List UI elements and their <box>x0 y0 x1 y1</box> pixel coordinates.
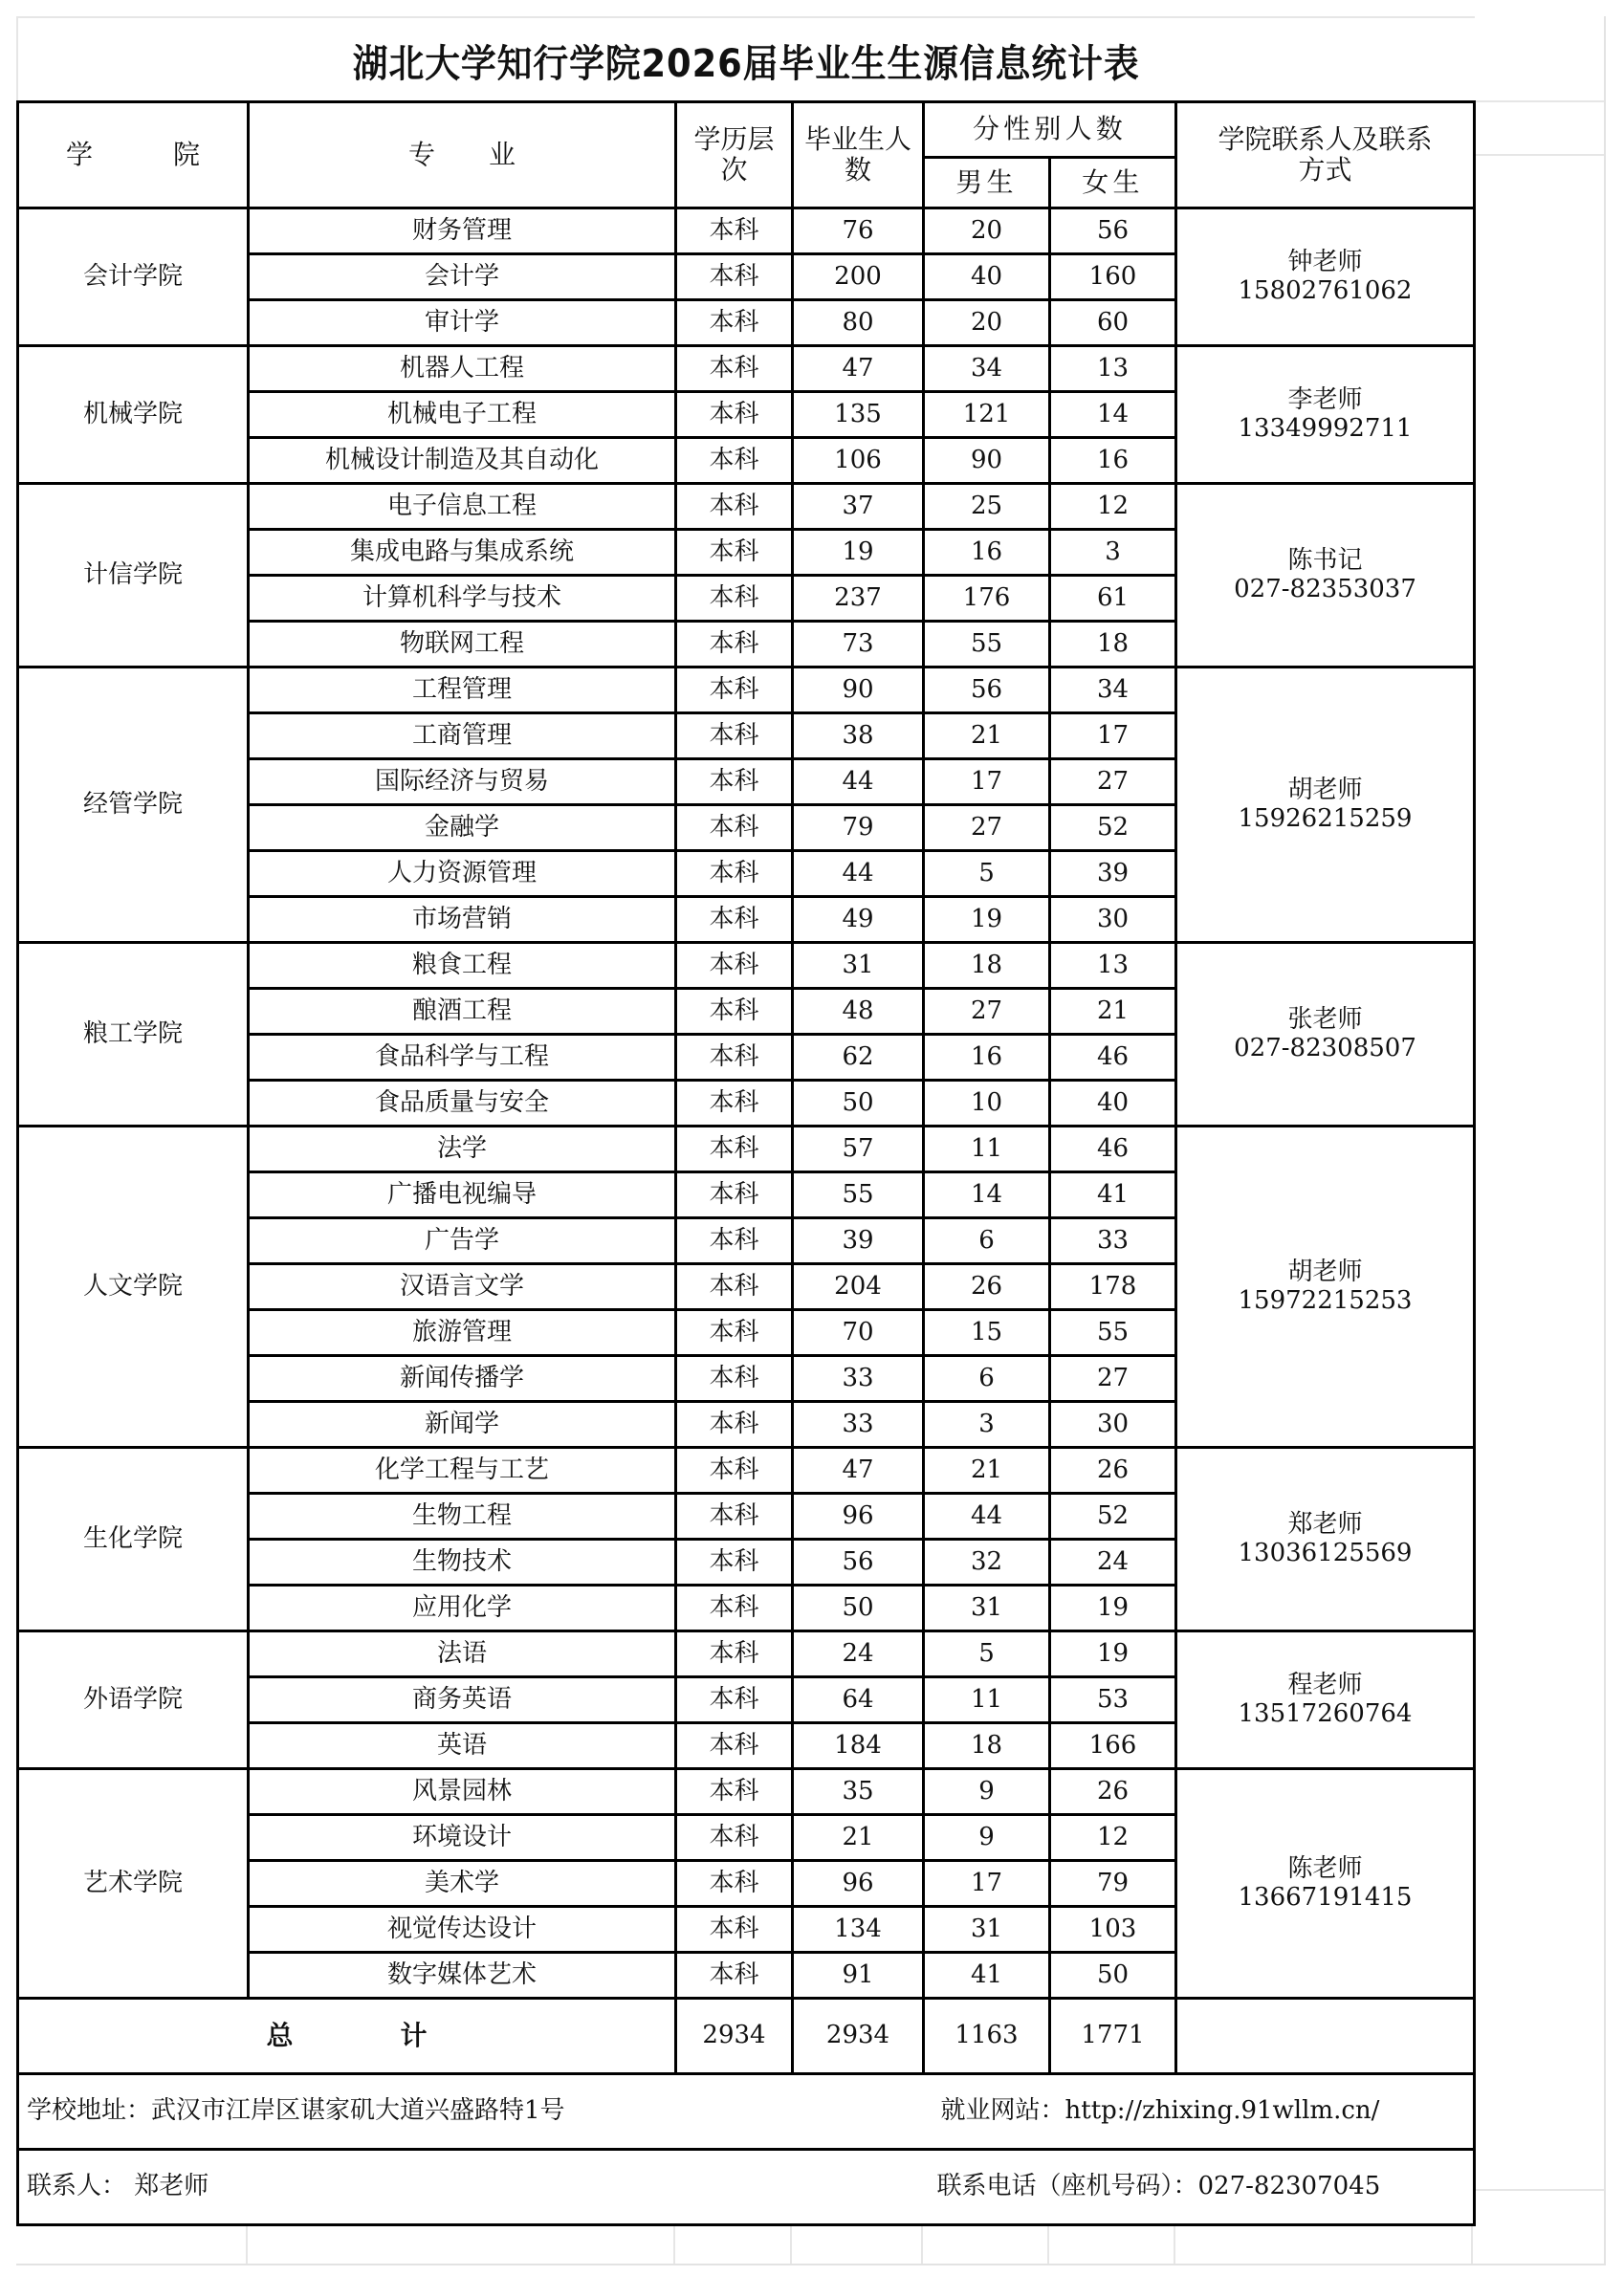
male-cell[interactable]: 3 <box>924 1402 1050 1448</box>
level-cell[interactable]: 本科 <box>676 392 793 438</box>
major-cell[interactable]: 旅游管理 <box>249 1310 676 1356</box>
college-contact-cell[interactable] <box>1176 346 1475 484</box>
female-cell[interactable]: 12 <box>1050 1815 1176 1861</box>
major-cell[interactable]: 食品质量与安全 <box>249 1081 676 1127</box>
page-title: 湖北大学知行学院2026届毕业生生源信息统计表 <box>353 41 1140 86</box>
male-cell[interactable]: 20 <box>924 300 1050 346</box>
college-contact-cell[interactable] <box>1176 484 1475 667</box>
graduates-cell[interactable]: 64 <box>793 1677 924 1723</box>
contact-person[interactable]: 联系人： 郑老师 <box>18 2150 924 2225</box>
level-cell[interactable]: 本科 <box>676 1035 793 1081</box>
male-cell[interactable]: 18 <box>924 943 1050 989</box>
major-cell[interactable]: 粮食工程 <box>249 943 676 989</box>
male-cell[interactable]: 20 <box>924 208 1050 254</box>
major-cell[interactable]: 应用化学 <box>249 1586 676 1631</box>
table-row <box>18 484 1475 530</box>
major-cell[interactable]: 商务英语 <box>249 1677 676 1723</box>
female-cell[interactable]: 17 <box>1050 713 1176 759</box>
graduates-cell[interactable]: 21 <box>793 1815 924 1861</box>
college-name-cell[interactable]: 艺术学院 <box>18 1769 249 1999</box>
header-gender-group[interactable]: 分性别人数 <box>924 102 1176 158</box>
male-cell[interactable]: 56 <box>924 667 1050 713</box>
male-cell[interactable]: 31 <box>924 1907 1050 1953</box>
major-cell[interactable]: 生物技术 <box>249 1540 676 1586</box>
graduates-cell[interactable]: 134 <box>793 1907 924 1953</box>
male-cell[interactable]: 31 <box>924 1586 1050 1631</box>
level-cell[interactable]: 本科 <box>676 530 793 576</box>
major-cell[interactable]: 广播电视编导 <box>249 1172 676 1218</box>
graduates-cell[interactable]: 50 <box>793 1586 924 1631</box>
graduates-cell[interactable]: 33 <box>793 1402 924 1448</box>
graduates-cell[interactable]: 73 <box>793 622 924 667</box>
table-row <box>18 1769 1475 1815</box>
male-cell[interactable]: 5 <box>924 1631 1050 1677</box>
college-name-cell[interactable]: 机械学院 <box>18 346 249 484</box>
major-cell[interactable]: 机械设计制造及其自动化 <box>249 438 676 484</box>
female-cell[interactable]: 27 <box>1050 759 1176 805</box>
college-contact-cell[interactable] <box>1176 1448 1475 1631</box>
major-cell[interactable]: 广告学 <box>249 1218 676 1264</box>
gridline-horizontal <box>1471 100 1604 102</box>
contact-phone: 13667191415 <box>1238 1882 1413 1912</box>
female-cell[interactable]: 60 <box>1050 300 1176 346</box>
male-cell[interactable]: 21 <box>924 713 1050 759</box>
male-cell[interactable]: 55 <box>924 622 1050 667</box>
female-cell[interactable]: 56 <box>1050 208 1176 254</box>
college-contact-cell[interactable] <box>1176 667 1475 943</box>
graduates-cell[interactable]: 44 <box>793 851 924 897</box>
graduates-cell[interactable]: 39 <box>793 1218 924 1264</box>
graduates-cell[interactable]: 31 <box>793 943 924 989</box>
header-female[interactable]: 女生 <box>1050 157 1176 208</box>
level-cell[interactable]: 本科 <box>676 1081 793 1127</box>
male-cell[interactable]: 16 <box>924 530 1050 576</box>
contact-name: 李老师 <box>1287 384 1363 414</box>
college-name-cell[interactable]: 人文学院 <box>18 1127 249 1448</box>
graduates-cell[interactable]: 96 <box>793 1861 924 1907</box>
level-cell[interactable]: 本科 <box>676 1723 793 1769</box>
graduates-cell[interactable]: 184 <box>793 1723 924 1769</box>
major-cell[interactable]: 工商管理 <box>249 713 676 759</box>
female-cell[interactable]: 55 <box>1050 1310 1176 1356</box>
contact-name: 胡老师 <box>1287 1257 1363 1286</box>
level-cell[interactable]: 本科 <box>676 1310 793 1356</box>
major-cell[interactable]: 审计学 <box>249 300 676 346</box>
contact-phone: 13349992711 <box>1238 413 1413 443</box>
totals-female[interactable]: 1771 <box>1050 1999 1176 2074</box>
graduates-cell[interactable]: 49 <box>793 897 924 943</box>
major-cell[interactable]: 机械电子工程 <box>249 392 676 438</box>
male-cell[interactable]: 6 <box>924 1356 1050 1402</box>
graduates-cell[interactable]: 24 <box>793 1631 924 1677</box>
level-cell[interactable]: 本科 <box>676 989 793 1035</box>
title-cell[interactable] <box>16 16 1475 102</box>
footer-row-contact <box>18 2150 1475 2225</box>
college-name-cell[interactable]: 经管学院 <box>18 667 249 943</box>
table-row <box>18 1631 1475 1677</box>
graduates-cell[interactable]: 55 <box>793 1172 924 1218</box>
graduates-cell[interactable]: 38 <box>793 713 924 759</box>
major-cell[interactable]: 新闻传播学 <box>249 1356 676 1402</box>
graduates-cell[interactable]: 91 <box>793 1953 924 1999</box>
male-cell[interactable]: 9 <box>924 1815 1050 1861</box>
table-row <box>18 346 1475 392</box>
male-cell[interactable]: 34 <box>924 346 1050 392</box>
level-cell[interactable]: 本科 <box>676 1172 793 1218</box>
totals-graduates[interactable]: 2934 <box>793 1999 924 2074</box>
major-cell[interactable]: 金融学 <box>249 805 676 851</box>
level-cell[interactable]: 本科 <box>676 1356 793 1402</box>
female-cell[interactable]: 12 <box>1050 484 1176 530</box>
major-cell[interactable]: 化学工程与工艺 <box>249 1448 676 1494</box>
major-cell[interactable]: 法学 <box>249 1127 676 1172</box>
level-cell[interactable]: 本科 <box>676 1769 793 1815</box>
female-cell[interactable]: 166 <box>1050 1723 1176 1769</box>
graduates-cell[interactable]: 56 <box>793 1540 924 1586</box>
major-cell[interactable]: 集成电路与集成系统 <box>249 530 676 576</box>
level-cell[interactable]: 本科 <box>676 759 793 805</box>
level-cell[interactable]: 本科 <box>676 943 793 989</box>
graduates-cell[interactable]: 33 <box>793 1356 924 1402</box>
contact-phone: 15926215259 <box>1238 803 1413 833</box>
totals-level-col[interactable]: 2934 <box>676 1999 793 2074</box>
male-cell[interactable]: 18 <box>924 1723 1050 1769</box>
male-cell[interactable]: 121 <box>924 392 1050 438</box>
male-cell[interactable]: 90 <box>924 438 1050 484</box>
contact-name: 程老师 <box>1287 1670 1363 1699</box>
level-cell[interactable]: 本科 <box>676 1540 793 1586</box>
level-cell[interactable]: 本科 <box>676 851 793 897</box>
male-cell[interactable]: 27 <box>924 989 1050 1035</box>
female-cell[interactable]: 50 <box>1050 1953 1176 1999</box>
major-cell[interactable]: 工程管理 <box>249 667 676 713</box>
level-cell[interactable]: 本科 <box>676 1448 793 1494</box>
female-cell[interactable]: 19 <box>1050 1631 1176 1677</box>
female-cell[interactable]: 24 <box>1050 1540 1176 1586</box>
female-cell[interactable]: 21 <box>1050 989 1176 1035</box>
graduates-cell[interactable]: 57 <box>793 1127 924 1172</box>
level-cell[interactable]: 本科 <box>676 1127 793 1172</box>
graduates-cell[interactable]: 79 <box>793 805 924 851</box>
major-cell[interactable]: 市场营销 <box>249 897 676 943</box>
major-cell[interactable]: 环境设计 <box>249 1815 676 1861</box>
header-college[interactable]: 学 院 <box>18 102 249 208</box>
major-cell[interactable]: 会计学 <box>249 254 676 300</box>
major-cell[interactable]: 生物工程 <box>249 1494 676 1540</box>
male-cell[interactable]: 26 <box>924 1264 1050 1310</box>
graduates-cell[interactable]: 50 <box>793 1081 924 1127</box>
major-cell[interactable]: 英语 <box>249 1723 676 1769</box>
male-cell[interactable]: 11 <box>924 1127 1050 1172</box>
graduates-cell[interactable]: 47 <box>793 1448 924 1494</box>
male-cell[interactable]: 14 <box>924 1172 1050 1218</box>
college-name-cell[interactable]: 外语学院 <box>18 1631 249 1769</box>
graduates-cell[interactable]: 70 <box>793 1310 924 1356</box>
male-cell[interactable]: 27 <box>924 805 1050 851</box>
table-row <box>18 1448 1475 1494</box>
level-cell[interactable]: 本科 <box>676 1815 793 1861</box>
graduates-cell[interactable]: 237 <box>793 576 924 622</box>
contact-phone-landline[interactable]: 联系电话（座机号码）：027-82307045 <box>924 2150 1475 2225</box>
contact-phone: 13517260764 <box>1238 1698 1413 1728</box>
contact-phone: 15972215253 <box>1238 1285 1413 1315</box>
male-cell[interactable]: 176 <box>924 576 1050 622</box>
female-cell[interactable]: 178 <box>1050 1264 1176 1310</box>
contact-name: 陈书记 <box>1287 545 1363 575</box>
graduates-cell[interactable]: 200 <box>793 254 924 300</box>
female-cell[interactable]: 30 <box>1050 897 1176 943</box>
male-cell[interactable]: 41 <box>924 1953 1050 1999</box>
male-cell[interactable]: 17 <box>924 759 1050 805</box>
level-cell[interactable]: 本科 <box>676 1586 793 1631</box>
male-cell[interactable]: 16 <box>924 1035 1050 1081</box>
level-cell[interactable]: 本科 <box>676 576 793 622</box>
female-cell[interactable]: 52 <box>1050 805 1176 851</box>
contact-phone: 15802761062 <box>1238 275 1413 305</box>
major-cell[interactable]: 机器人工程 <box>249 346 676 392</box>
contact-name: 胡老师 <box>1287 775 1363 804</box>
female-cell[interactable]: 103 <box>1050 1907 1176 1953</box>
contact-name: 钟老师 <box>1287 247 1363 276</box>
female-cell[interactable]: 33 <box>1050 1218 1176 1264</box>
male-cell[interactable]: 40 <box>924 254 1050 300</box>
male-cell[interactable]: 21 <box>924 1448 1050 1494</box>
table-row <box>18 208 1475 254</box>
male-cell[interactable]: 15 <box>924 1310 1050 1356</box>
female-cell[interactable]: 40 <box>1050 1081 1176 1127</box>
female-cell[interactable]: 3 <box>1050 530 1176 576</box>
level-cell[interactable]: 本科 <box>676 208 793 254</box>
table-row <box>18 943 1475 989</box>
level-cell[interactable]: 本科 <box>676 1494 793 1540</box>
college-contact-cell[interactable] <box>1176 208 1475 346</box>
college-name-cell[interactable]: 生化学院 <box>18 1448 249 1631</box>
male-cell[interactable]: 10 <box>924 1081 1050 1127</box>
table-row <box>18 1127 1475 1172</box>
graduates-cell[interactable]: 80 <box>793 300 924 346</box>
level-cell[interactable]: 本科 <box>676 1861 793 1907</box>
graduates-cell[interactable]: 47 <box>793 346 924 392</box>
contact-phone: 027-82353037 <box>1234 574 1416 603</box>
level-cell[interactable]: 本科 <box>676 667 793 713</box>
major-cell[interactable]: 物联网工程 <box>249 622 676 667</box>
contact-phone: 027-82308507 <box>1234 1033 1416 1062</box>
major-cell[interactable]: 法语 <box>249 1631 676 1677</box>
male-cell[interactable]: 19 <box>924 897 1050 943</box>
header-contact[interactable]: 学院联系人及联系方式 <box>1176 102 1475 208</box>
female-cell[interactable]: 61 <box>1050 576 1176 622</box>
totals-label[interactable]: 总 计 <box>18 1999 676 2074</box>
college-name-cell[interactable]: 计信学院 <box>18 484 249 667</box>
graduates-cell[interactable]: 37 <box>793 484 924 530</box>
header-male[interactable]: 男生 <box>924 157 1050 208</box>
level-cell[interactable]: 本科 <box>676 805 793 851</box>
female-cell[interactable]: 52 <box>1050 1494 1176 1540</box>
male-cell[interactable]: 44 <box>924 1494 1050 1540</box>
level-cell[interactable]: 本科 <box>676 346 793 392</box>
table-row <box>18 667 1475 713</box>
college-contact-cell[interactable] <box>1176 943 1475 1127</box>
level-cell[interactable]: 本科 <box>676 897 793 943</box>
major-cell[interactable]: 数字媒体艺术 <box>249 1953 676 1999</box>
graduates-cell[interactable]: 62 <box>793 1035 924 1081</box>
female-cell[interactable]: 26 <box>1050 1769 1176 1815</box>
graduates-cell[interactable]: 135 <box>793 392 924 438</box>
graduate-stats-table <box>16 100 1476 2226</box>
totals-male[interactable]: 1163 <box>924 1999 1050 2074</box>
level-cell[interactable]: 本科 <box>676 1953 793 1999</box>
major-cell[interactable]: 酿酒工程 <box>249 989 676 1035</box>
major-cell[interactable]: 汉语言文学 <box>249 1264 676 1310</box>
graduates-cell[interactable]: 19 <box>793 530 924 576</box>
level-cell[interactable]: 本科 <box>676 622 793 667</box>
level-cell[interactable]: 本科 <box>676 713 793 759</box>
level-cell[interactable]: 本科 <box>676 254 793 300</box>
level-cell[interactable]: 本科 <box>676 1218 793 1264</box>
major-cell[interactable]: 人力资源管理 <box>249 851 676 897</box>
level-cell[interactable]: 本科 <box>676 484 793 530</box>
graduates-cell[interactable]: 106 <box>793 438 924 484</box>
major-cell[interactable]: 财务管理 <box>249 208 676 254</box>
female-cell[interactable]: 34 <box>1050 667 1176 713</box>
female-cell[interactable]: 13 <box>1050 943 1176 989</box>
female-cell[interactable]: 46 <box>1050 1127 1176 1172</box>
college-contact-cell[interactable] <box>1176 1769 1475 1999</box>
level-cell[interactable]: 本科 <box>676 1631 793 1677</box>
totals-contact[interactable] <box>1176 1999 1475 2074</box>
major-cell[interactable]: 新闻学 <box>249 1402 676 1448</box>
totals-row <box>18 1999 1475 2074</box>
major-cell[interactable]: 风景园林 <box>249 1769 676 1815</box>
level-cell[interactable]: 本科 <box>676 1677 793 1723</box>
gridline-horizontal <box>1471 154 1604 156</box>
female-cell[interactable]: 27 <box>1050 1356 1176 1402</box>
header-major[interactable]: 专 业 <box>249 102 676 208</box>
contact-phone: 13036125569 <box>1238 1538 1413 1567</box>
female-cell[interactable]: 30 <box>1050 1402 1176 1448</box>
male-cell[interactable]: 11 <box>924 1677 1050 1723</box>
female-cell[interactable]: 26 <box>1050 1448 1176 1494</box>
female-cell[interactable]: 39 <box>1050 851 1176 897</box>
female-cell[interactable]: 13 <box>1050 346 1176 392</box>
graduates-cell[interactable]: 44 <box>793 759 924 805</box>
male-cell[interactable]: 5 <box>924 851 1050 897</box>
male-cell[interactable]: 32 <box>924 1540 1050 1586</box>
level-cell[interactable]: 本科 <box>676 1402 793 1448</box>
header-graduates[interactable]: 毕业生人数 <box>793 102 924 208</box>
college-name-cell[interactable]: 会计学院 <box>18 208 249 346</box>
contact-name: 陈老师 <box>1287 1853 1363 1883</box>
male-cell[interactable]: 6 <box>924 1218 1050 1264</box>
employment-website[interactable]: 就业网站：http://zhixing.91wllm.cn/ <box>924 2074 1475 2150</box>
graduates-cell[interactable]: 76 <box>793 208 924 254</box>
level-cell[interactable]: 本科 <box>676 438 793 484</box>
major-cell[interactable]: 电子信息工程 <box>249 484 676 530</box>
graduates-cell[interactable]: 48 <box>793 989 924 1035</box>
major-cell[interactable]: 食品科学与工程 <box>249 1035 676 1081</box>
major-cell[interactable]: 美术学 <box>249 1861 676 1907</box>
major-cell[interactable]: 国际经济与贸易 <box>249 759 676 805</box>
female-cell[interactable]: 46 <box>1050 1035 1176 1081</box>
female-cell[interactable]: 79 <box>1050 1861 1176 1907</box>
major-cell[interactable]: 视觉传达设计 <box>249 1907 676 1953</box>
footer-row-address <box>18 2074 1475 2150</box>
female-cell[interactable]: 53 <box>1050 1677 1176 1723</box>
college-contact-cell[interactable] <box>1176 1127 1475 1448</box>
level-cell[interactable]: 本科 <box>676 300 793 346</box>
header-level[interactable]: 学历层次 <box>676 102 793 208</box>
level-cell[interactable]: 本科 <box>676 1907 793 1953</box>
contact-name: 张老师 <box>1287 1004 1363 1034</box>
major-cell[interactable]: 计算机科学与技术 <box>249 576 676 622</box>
college-name-cell[interactable]: 粮工学院 <box>18 943 249 1127</box>
contact-name: 郑老师 <box>1287 1509 1363 1539</box>
male-cell[interactable]: 25 <box>924 484 1050 530</box>
female-cell[interactable]: 18 <box>1050 622 1176 667</box>
graduates-cell[interactable]: 96 <box>793 1494 924 1540</box>
level-cell[interactable]: 本科 <box>676 1264 793 1310</box>
graduates-cell[interactable]: 35 <box>793 1769 924 1815</box>
male-cell[interactable]: 17 <box>924 1861 1050 1907</box>
female-cell[interactable]: 14 <box>1050 392 1176 438</box>
school-address[interactable]: 学校地址：武汉市江岸区谌家矶大道兴盛路特1号 <box>18 2074 924 2150</box>
female-cell[interactable]: 19 <box>1050 1586 1176 1631</box>
college-contact-cell[interactable] <box>1176 1631 1475 1769</box>
female-cell[interactable]: 160 <box>1050 254 1176 300</box>
male-cell[interactable]: 9 <box>924 1769 1050 1815</box>
graduates-cell[interactable]: 204 <box>793 1264 924 1310</box>
graduates-cell[interactable]: 90 <box>793 667 924 713</box>
female-cell[interactable]: 16 <box>1050 438 1176 484</box>
female-cell[interactable]: 41 <box>1050 1172 1176 1218</box>
